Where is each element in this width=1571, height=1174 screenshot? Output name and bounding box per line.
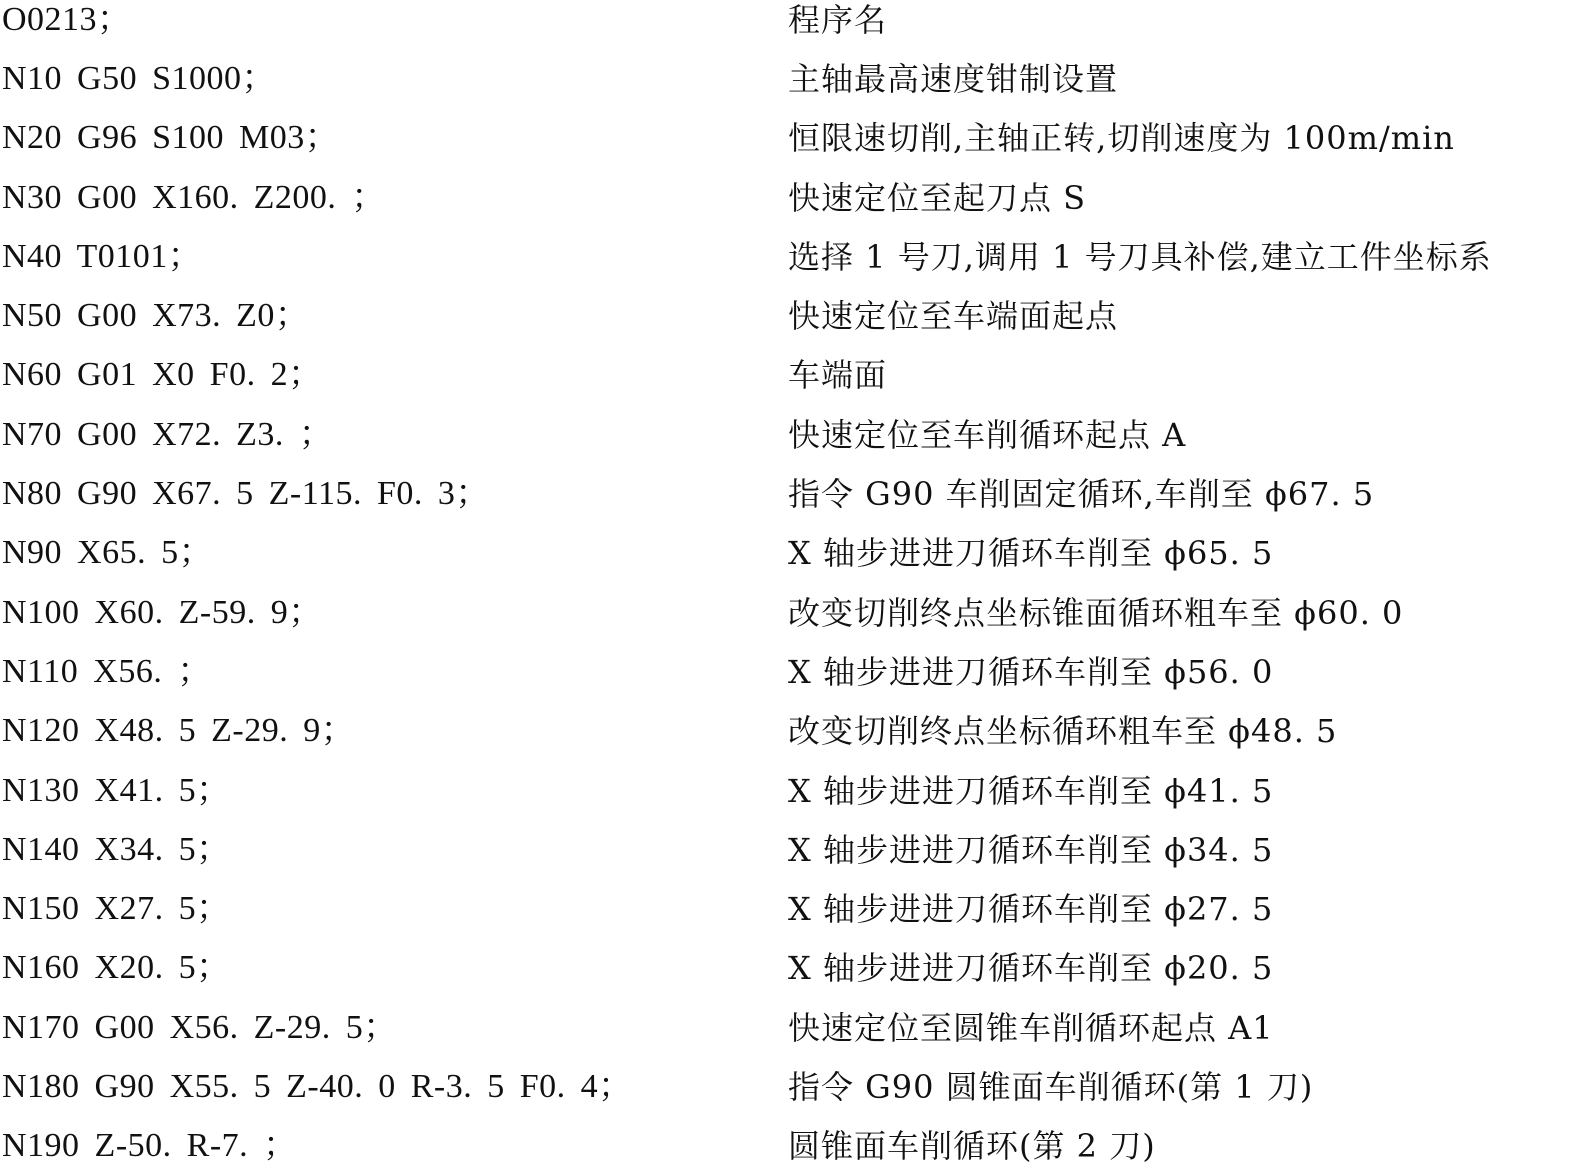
line-comment: 快速定位至车削循环起点 A xyxy=(788,415,1187,454)
program-line xyxy=(0,640,1571,699)
nc-code: N160 X20. 5； xyxy=(2,949,231,987)
nc-code: N50 G00 X73. Z0； xyxy=(2,297,310,335)
program-line xyxy=(0,106,1571,165)
line-comment: X 轴步进进刀循环车削至 ϕ56. 0 xyxy=(788,652,1274,691)
nc-code: N10 G50 S1000； xyxy=(2,60,277,97)
program-line xyxy=(0,343,1571,402)
nc-code: N20 G96 S100 M03； xyxy=(2,119,340,157)
line-comment: 程序名 xyxy=(788,1,888,39)
line-comment: 快速定位至车端面起点 xyxy=(788,297,1119,336)
line-comment: 快速定位至起刀点 S xyxy=(788,178,1087,217)
program-line xyxy=(0,1055,1571,1114)
nc-code: N100 X60. Z-59. 9； xyxy=(2,593,323,631)
nc-code: N190 Z-50. R-7. ； xyxy=(2,1127,298,1165)
program-line xyxy=(0,166,1571,225)
program-line xyxy=(0,996,1571,1055)
nc-code: N60 G01 X0 F0. 2； xyxy=(2,356,323,394)
program-line xyxy=(0,0,1571,47)
nc-code: N70 G00 X72. Z3. ； xyxy=(2,415,334,453)
program-line xyxy=(0,699,1571,758)
program-line xyxy=(0,877,1571,936)
program-line xyxy=(0,284,1571,343)
line-comment: 恒限速切削,主轴正转,切削速度为 100m/min xyxy=(788,119,1455,158)
nc-code: N170 G00 X56. Z-29. 5； xyxy=(2,1008,398,1046)
line-comment: 主轴最高速度钳制设置 xyxy=(788,60,1119,98)
line-comment: X 轴步进进刀循环车削至 ϕ34. 5 xyxy=(788,830,1274,869)
line-comment: 改变切削终点坐标循环粗车至 ϕ48. 5 xyxy=(788,712,1338,751)
program-line xyxy=(0,462,1571,521)
nc-code: N140 X34. 5； xyxy=(2,830,231,868)
program-line xyxy=(0,403,1571,462)
nc-code: N40 T0101； xyxy=(2,237,203,275)
program-line xyxy=(0,581,1571,640)
nc-code: N90 X65. 5； xyxy=(2,534,214,572)
program-line xyxy=(0,521,1571,580)
nc-code: N110 X56. ； xyxy=(2,652,212,690)
line-comment: 改变切削终点坐标锥面循环粗车至 ϕ60. 0 xyxy=(788,593,1404,632)
line-comment: 圆锥面车削循环(第 2 刀) xyxy=(788,1127,1156,1166)
line-comment: X 轴步进进刀循环车削至 ϕ65. 5 xyxy=(788,534,1274,573)
program-line xyxy=(0,1114,1571,1173)
nc-code: N30 G00 X160. Z200. ； xyxy=(2,178,386,216)
nc-code: N150 X27. 5； xyxy=(2,890,231,928)
program-line xyxy=(0,47,1571,106)
line-comment: 快速定位至圆锥车削循环起点 A1 xyxy=(788,1008,1274,1047)
line-comment: X 轴步进进刀循环车削至 ϕ41. 5 xyxy=(788,771,1274,810)
line-comment: 指令 G90 车削固定循环,车削至 ϕ67. 5 xyxy=(788,475,1375,514)
line-comment: 车端面 xyxy=(788,356,888,395)
nc-code: N180 G90 X55. 5 Z-40. 0 R-3. 5 F0. 4； xyxy=(2,1068,633,1106)
program-line xyxy=(0,818,1571,877)
line-comment: 选择 1 号刀,调用 1 号刀具补偿,建立工件坐标系 xyxy=(788,237,1492,276)
program-line xyxy=(0,759,1571,818)
line-comment: X 轴步进进刀循环车削至 ϕ20. 5 xyxy=(788,949,1274,988)
line-comment: X 轴步进进刀循环车削至 ϕ27. 5 xyxy=(788,890,1274,929)
nc-code: N120 X48. 5 Z-29. 9； xyxy=(2,712,356,750)
program-line xyxy=(0,936,1571,995)
nc-code: N80 G90 X67. 5 Z-115. F0. 3； xyxy=(2,475,490,513)
line-comment: 指令 G90 圆锥面车削循环(第 1 刀) xyxy=(788,1068,1314,1107)
program-line xyxy=(0,225,1571,284)
nc-code: O0213； xyxy=(2,1,132,38)
nc-code: N130 X41. 5； xyxy=(2,771,231,809)
